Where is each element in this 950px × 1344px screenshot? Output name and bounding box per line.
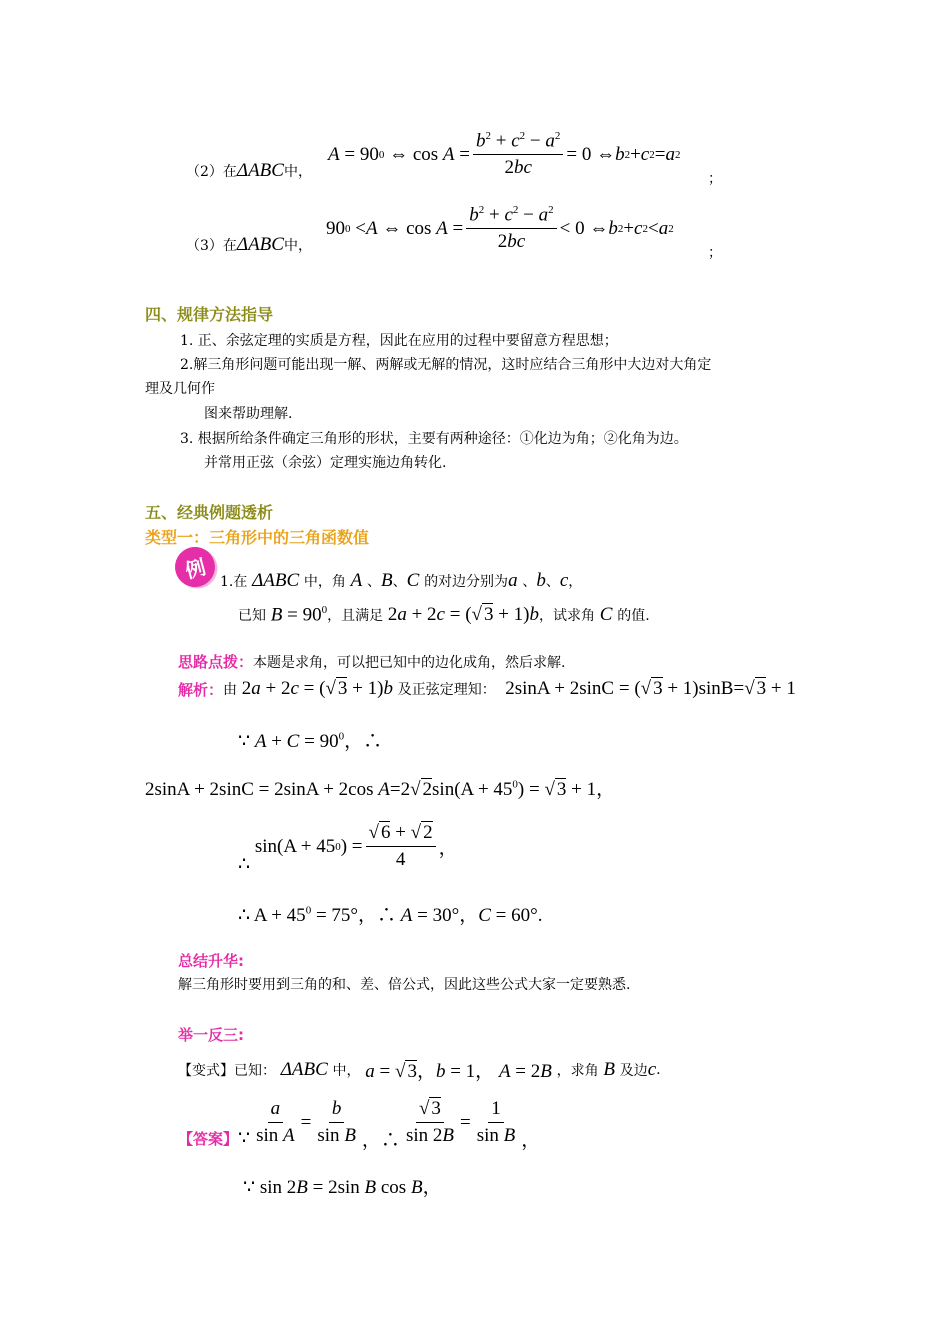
answer-line2: ∵ sin 2B = 2sin B cos B， [243,1177,442,1198]
answer-line1: 【答案】 ∵ $\frac{a}{\text{sin A}}$ = $\frac{b}{\text{sin B}}$ ，∴ $\frac{√ 3}{\sin 2B}$ = $\frac{1}{\text{sin B}}$ ， [178,1098,541,1151]
example-badge: 例 [171,543,220,592]
example1-line2: 已知 $B = 90^0$ ，且满足 2a + 2c = (√ 3 + 1)b ，试求角 C 的值. [238,604,650,626]
solution-line3: 2sinA + 2sinC = 2sinA + 2cos A=2√ $2\sin(A + 45^0)$ = √ 3 + 1， [145,778,616,800]
section5-heading: 五、经典例题透析 [145,503,274,522]
type1-heading: 类型一：三角形中的三角函数值 [145,528,370,547]
triangle-abc: ΔABC [236,234,284,255]
solution-line1: 解析： 由 2a + 2c = (√ 3 + 1)b 及正弦定理知： 2sinA + 2sinC = (√ 3 + 1)sinB=√ 3 + 1 [178,678,796,699]
item-2: （2）在ΔABC中， [186,160,312,181]
item-3: （3）在ΔABC中， [186,234,312,255]
formula-obtuse-angle: 90 0 < A ⇔ cos A = $\frac{b^2 + c^2 - a^2}{2bc}$ < 0 ⇔ b 2 + c 2 < a 2 [326,204,674,253]
section4-point2: 2.解三角形问题可能出现一解、两解或无解的情况，这时应结合三角形中大边对大角定 [180,357,712,373]
section4-heading: 四、规律方法指导 [145,305,274,324]
practice-label: 举一反三: [178,1026,244,1044]
solution-line5: ∴ $A + 45^0 = 75^\circ$，∴ A = 30°，C = 60°. [238,904,543,926]
section4-point2-cont2: 图来帮助理解. [204,406,293,422]
summary-label: 总结升华: [178,952,244,970]
variant-line: 【变式】 已知： ΔABC 中， a = √ 3，b = 1， A = 2B ，求角 B 及边 c . [178,1058,661,1082]
summary-text: 解三角形时要用到三角的和、差、倍公式，因此这些公式大家一定要熟悉. [178,977,631,993]
section4-point2-cont: 理及几何作 [145,381,215,397]
section4-point3: 3. 根据所给条件确定三角形的形状，主要有两种途径：①化边为角；②化角为边。 [180,431,688,447]
section4-point3-cont: 并常用正弦（余弦）定理实施边角转化. [204,455,447,471]
example1-line1: 1.在 ΔABC 中，角 A 、 B 、 C 的对边分别为 a 、 b 、 c ， [220,570,583,591]
solution-line4: ∴ sin(A + 45 0 ) = $\frac{√ 6 + √ 2}{4}$ ， [238,822,458,875]
hint: 思路点拨：本题是求角，可以把已知中的边化成角，然后求解. [178,653,566,671]
formula-right-angle: A = 90 0 ⇔ cos A = $\frac{b^2 + c^2 - a^2}{2bc}$ = 0 ⇔ b 2 + c 2 = a 2 [328,130,681,179]
solution-line2: ∵ $A + C = 90^0$，∴ [238,730,383,752]
section4-point1: 1. 正、余弦定理的实质是方程，因此在应用的过程中要留意方程思想； [180,333,618,349]
triangle-abc: ΔABC [236,160,284,181]
